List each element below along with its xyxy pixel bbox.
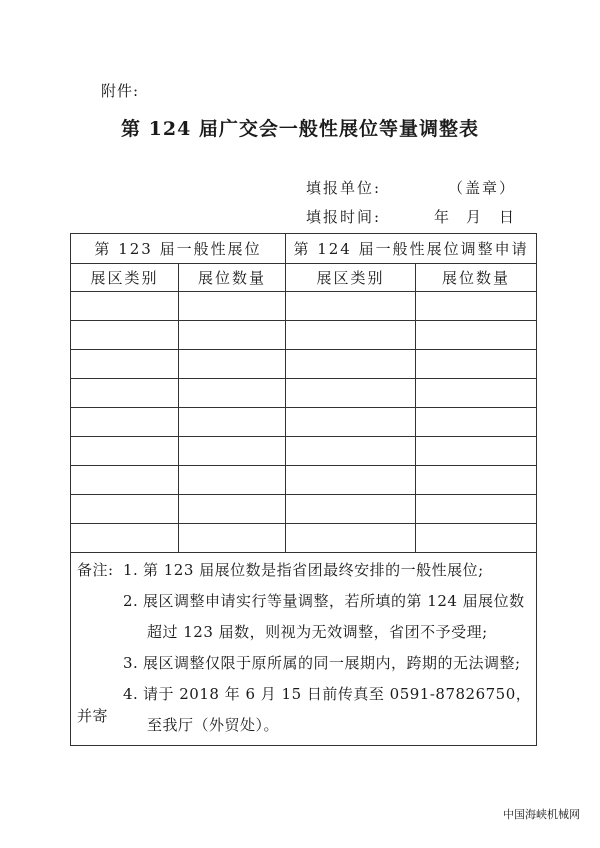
date-day-label: 日	[499, 208, 517, 226]
footer-watermark: 中国海峡机械网	[503, 808, 580, 821]
table-row	[71, 379, 537, 408]
table-cell[interactable]	[179, 495, 286, 524]
note-2-continued: 超过 123 届数，则视为无效调整，省团不予受理;	[147, 623, 488, 641]
notes-label: 备注:	[77, 561, 114, 579]
table-cell[interactable]	[286, 321, 416, 350]
table-cell[interactable]	[71, 524, 179, 553]
column-header-quantity: 展位数量	[416, 264, 537, 292]
table-cell[interactable]	[179, 292, 286, 321]
column-header-quantity: 展位数量	[179, 264, 286, 292]
date-month-label: 月	[466, 208, 484, 226]
table-cell[interactable]	[71, 466, 179, 495]
note-text: 展区调整仅限于原所属的同一展期内，跨期的无法调整;	[143, 654, 521, 672]
table-cell[interactable]	[286, 292, 416, 321]
table-cell[interactable]	[71, 495, 179, 524]
page-title: 第 124 届广交会一般性展位等量调整表	[121, 118, 479, 140]
table-cell[interactable]	[71, 379, 179, 408]
group-header-124: 第 124 届一般性展位调整申请	[286, 234, 537, 264]
table-cell[interactable]	[286, 379, 416, 408]
table-cell[interactable]	[179, 437, 286, 466]
table-cell[interactable]	[286, 524, 416, 553]
note-1	[77, 559, 536, 590]
table-cell[interactable]	[416, 408, 537, 437]
note-2	[77, 590, 536, 621]
note-4-continued: 至我厅（外贸处）。	[147, 716, 280, 734]
note-number: 1.	[123, 561, 139, 579]
table-row	[71, 466, 537, 495]
table-cell[interactable]	[416, 466, 537, 495]
table-cell[interactable]	[286, 466, 416, 495]
note-text: 展区调整申请实行等量调整，若所填的第 124 届展位数	[143, 592, 525, 610]
notes-section	[71, 553, 537, 746]
fill-unit-label: 填报单位:	[306, 179, 382, 197]
table-row	[71, 437, 537, 466]
table-row	[71, 524, 537, 553]
table-cell[interactable]	[179, 350, 286, 379]
fill-date-label: 填报时间:	[306, 208, 382, 226]
table-row	[71, 350, 537, 379]
table-cell[interactable]	[179, 379, 286, 408]
group-header-123: 第 123 届一般性展位	[71, 234, 286, 264]
table-cell[interactable]	[179, 524, 286, 553]
table-cell[interactable]	[416, 437, 537, 466]
table-cell[interactable]	[416, 495, 537, 524]
note-text: 第 123 届展位数是指省团最终安排的一般性展位;	[143, 561, 484, 579]
note-3	[77, 652, 536, 683]
column-header-category: 展区类别	[71, 264, 179, 292]
table-cell[interactable]	[71, 321, 179, 350]
table-cell[interactable]	[71, 292, 179, 321]
table-cell[interactable]	[179, 408, 286, 437]
seal-label: （盖章）	[448, 179, 517, 197]
note-number: 4.	[123, 685, 139, 703]
table-cell[interactable]	[286, 437, 416, 466]
table-row	[71, 321, 537, 350]
table-row	[71, 408, 537, 437]
table-cell[interactable]	[71, 350, 179, 379]
table-cell[interactable]	[179, 466, 286, 495]
table-cell[interactable]	[286, 495, 416, 524]
table-cell[interactable]	[286, 408, 416, 437]
table-cell[interactable]	[416, 524, 537, 553]
table-cell[interactable]	[416, 379, 537, 408]
attachment-label: 附件:	[101, 82, 140, 100]
adjustment-table	[70, 233, 537, 746]
table-cell[interactable]	[416, 350, 537, 379]
table-cell[interactable]	[71, 437, 179, 466]
table-row	[71, 495, 537, 524]
date-year-label: 年	[434, 208, 452, 226]
note-text: 请于 2018 年 6 月 15 日前传真至 0591-87826750，并寄	[77, 685, 532, 725]
table-cell[interactable]	[71, 408, 179, 437]
table-row	[71, 292, 537, 321]
table-cell[interactable]	[286, 350, 416, 379]
note-number: 2.	[123, 592, 139, 610]
column-header-category: 展区类别	[286, 264, 416, 292]
table-cell[interactable]	[416, 292, 537, 321]
table-cell[interactable]	[416, 321, 537, 350]
note-number: 3.	[123, 654, 139, 672]
table-cell[interactable]	[179, 321, 286, 350]
